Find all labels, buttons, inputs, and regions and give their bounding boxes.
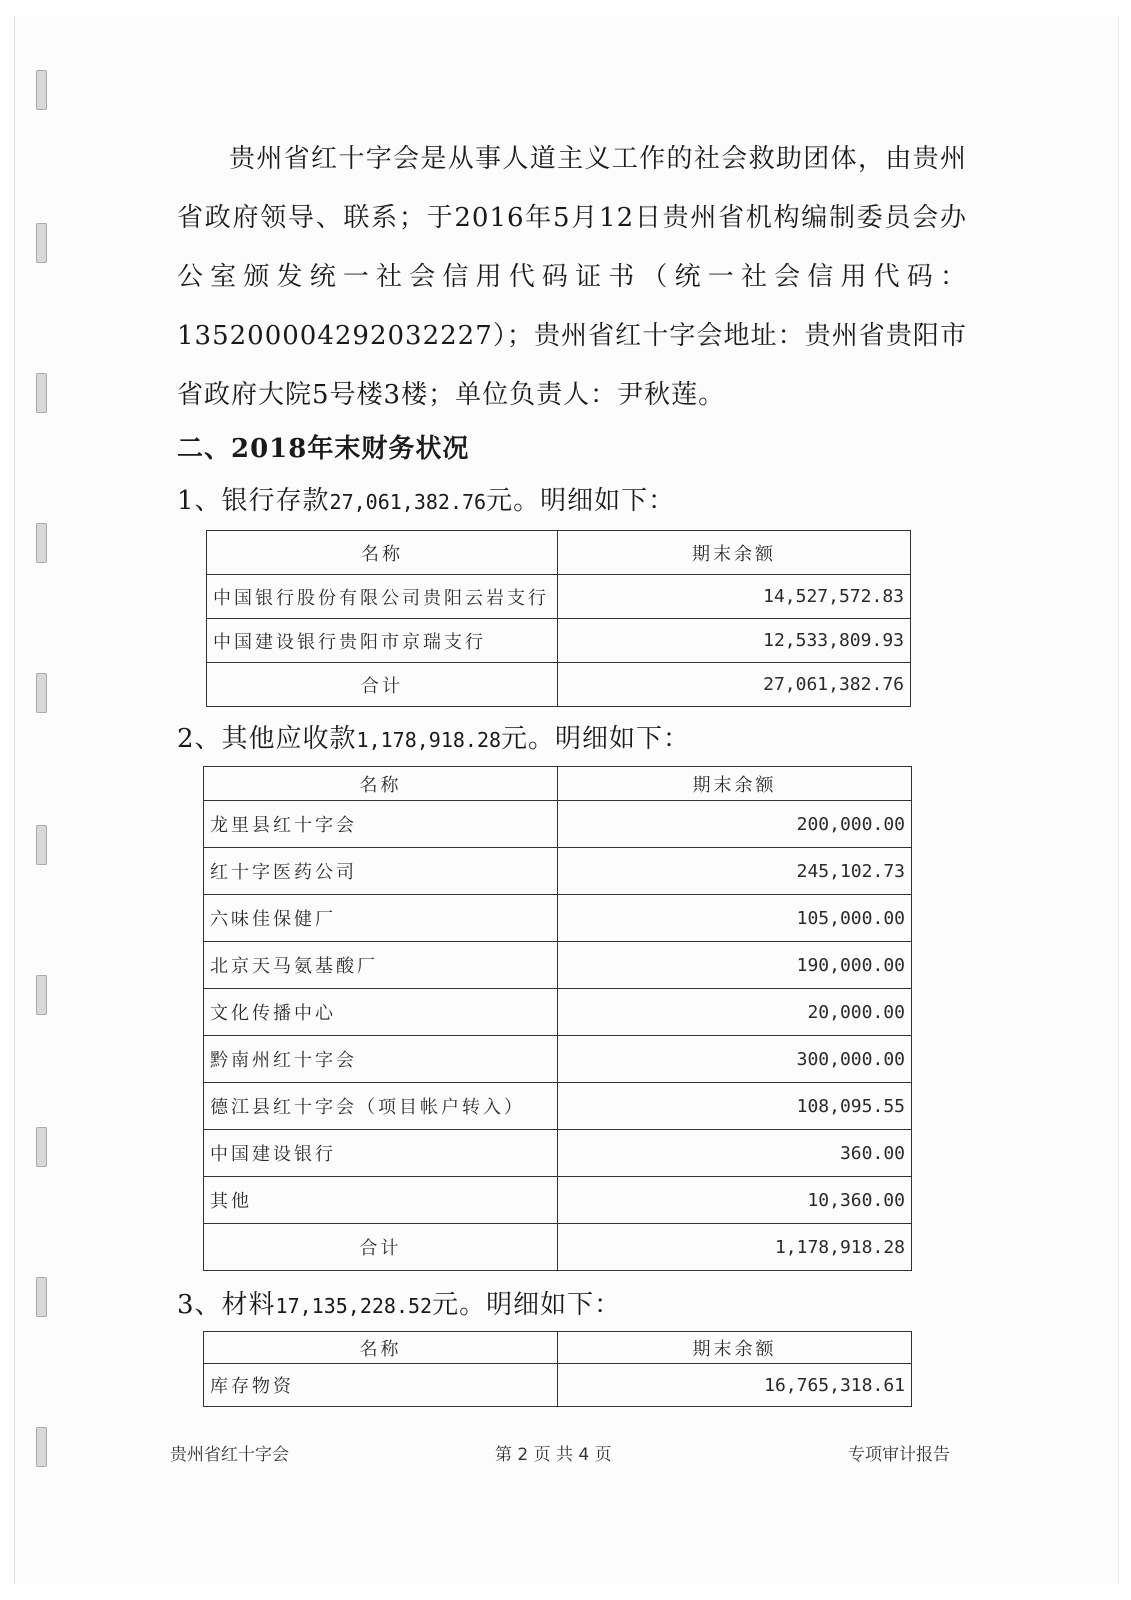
- col-balance-header: 期末余额: [558, 531, 911, 575]
- binding-hole-mark: [36, 70, 47, 110]
- row-name: 红十字医药公司: [204, 848, 558, 895]
- materials-prefix: 3、材料: [177, 1290, 276, 1320]
- row-value: 16,765,318.61: [558, 1364, 912, 1407]
- materials-table: [203, 1331, 912, 1407]
- row-name: 北京天马氨基酸厂: [204, 942, 558, 989]
- section-heading: 二、2018年末财务状况: [177, 434, 470, 464]
- row-name: 六味佳保健厂: [204, 895, 558, 942]
- row-value: 190,000.00: [558, 942, 912, 989]
- table-header-row: [207, 531, 911, 575]
- col-name-header: 名称: [204, 767, 558, 801]
- table-row: [204, 942, 912, 989]
- footer-organization: 贵州省红十字会: [170, 1445, 289, 1465]
- total-value: 1,178,918.28: [558, 1224, 912, 1271]
- table-row: [204, 1364, 912, 1407]
- binding-hole-mark: [36, 223, 47, 263]
- row-name: 黔南州红十字会: [204, 1036, 558, 1083]
- materials-heading: [177, 1284, 621, 1321]
- row-value: 20,000.00: [558, 989, 912, 1036]
- total-row: [204, 1224, 912, 1271]
- bank-suffix: 元。明细如下：: [486, 486, 676, 516]
- binding-hole-mark: [36, 1127, 47, 1167]
- binding-hole-mark: [36, 373, 47, 413]
- total-row: [207, 663, 911, 707]
- row-name: 其他: [204, 1177, 558, 1224]
- table-row: [204, 1083, 912, 1130]
- total-label: 合计: [204, 1224, 558, 1271]
- row-name: 龙里县红十字会: [204, 801, 558, 848]
- row-value: 108,095.55: [558, 1083, 912, 1130]
- binding-hole-mark: [36, 975, 47, 1015]
- bank-deposits-table: [206, 530, 911, 707]
- materials-amount: 17,135,228.52: [275, 1294, 433, 1318]
- bank-deposits-heading: [177, 480, 675, 517]
- receivables-amount: 1,178,918.28: [356, 728, 502, 752]
- bank-prefix: 1、银行存款: [177, 486, 330, 516]
- total-value: 27,061,382.76: [558, 663, 911, 707]
- table-row: [204, 1130, 912, 1177]
- binding-hole-mark: [36, 523, 47, 563]
- row-value: 12,533,809.93: [558, 619, 911, 663]
- row-value: 14,527,572.83: [558, 575, 911, 619]
- row-value: 105,000.00: [558, 895, 912, 942]
- col-balance-header: 期末余额: [558, 1332, 912, 1364]
- intro-paragraph: 贵州省红十字会是从事人道主义工作的社会救助团体，由贵州省政府领导、联系；于2016年5月12日贵州省机构编制委员会办公室颁发统一社会信用代码证书（统一社会信用代码：135200004292032227）；贵州省红十字会地址：贵州省贵阳市省政府大院5号楼3楼；单位负责人：尹秋莲。: [177, 144, 967, 410]
- table-header-row: [204, 767, 912, 801]
- row-name: 中国建设银行贵阳市京瑞支行: [207, 619, 558, 663]
- table-row: [204, 895, 912, 942]
- table-header-row: [204, 1332, 912, 1364]
- receivables-suffix: 元。明细如下：: [501, 724, 691, 754]
- table-row: [207, 575, 911, 619]
- binding-hole-mark: [36, 673, 47, 713]
- col-name-header: 名称: [207, 531, 558, 575]
- bank-amount: 27,061,382.76: [329, 490, 487, 514]
- materials-suffix: 元。明细如下：: [432, 1290, 622, 1320]
- total-label: 合计: [207, 663, 558, 707]
- footer-report-type: 专项审计报告: [848, 1445, 950, 1465]
- row-name: 德江县红十字会（项目帐户转入）: [204, 1083, 558, 1130]
- row-name: 库存物资: [204, 1364, 558, 1407]
- receivables-prefix: 2、其他应收款: [177, 724, 357, 754]
- receivables-table: [203, 766, 912, 1271]
- col-balance-header: 期末余额: [558, 767, 912, 801]
- binding-hole-mark: [36, 1427, 47, 1467]
- row-value: 245,102.73: [558, 848, 912, 895]
- table-row: [204, 801, 912, 848]
- table-row: [204, 1177, 912, 1224]
- table-row: [204, 989, 912, 1036]
- footer-page-number: 第 2 页 共 4 页: [495, 1445, 612, 1465]
- row-value: 360.00: [558, 1130, 912, 1177]
- row-name: 中国建设银行: [204, 1130, 558, 1177]
- row-value: 300,000.00: [558, 1036, 912, 1083]
- binding-hole-mark: [36, 1277, 47, 1317]
- row-name: 文化传播中心: [204, 989, 558, 1036]
- table-row: [204, 1036, 912, 1083]
- row-value: 200,000.00: [558, 801, 912, 848]
- binding-hole-mark: [36, 825, 47, 865]
- row-value: 10,360.00: [558, 1177, 912, 1224]
- col-name-header: 名称: [204, 1332, 558, 1364]
- row-name: 中国银行股份有限公司贵阳云岩支行: [207, 575, 558, 619]
- table-row: [207, 619, 911, 663]
- receivables-heading: [177, 718, 690, 755]
- table-row: [204, 848, 912, 895]
